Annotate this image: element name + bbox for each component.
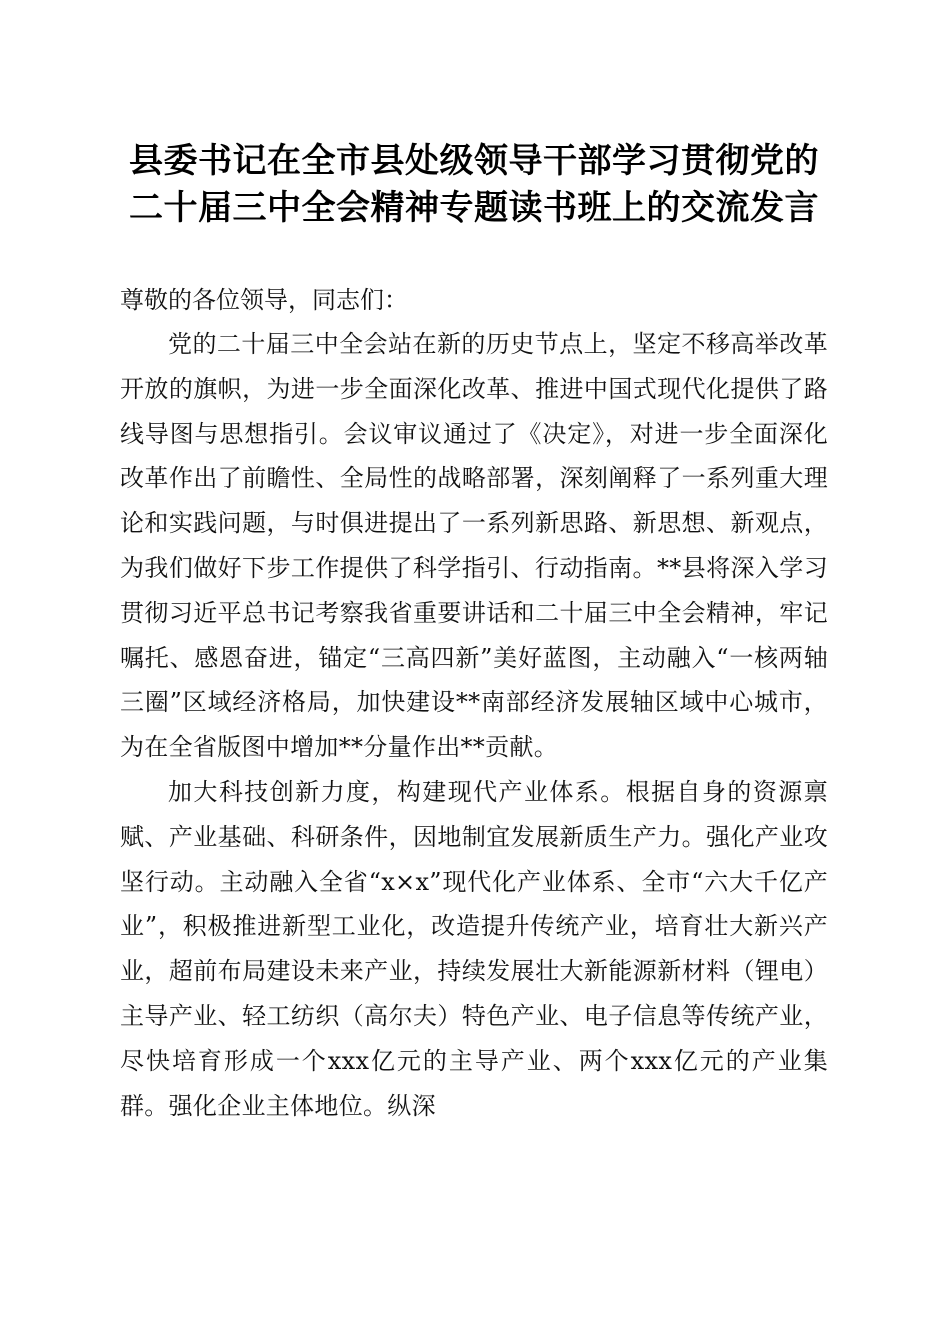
title-line-1: 县委书记在全市县处级领导干部学习贯彻党的 — [129, 141, 819, 181]
document-page — [120, 138, 828, 1128]
salutation: 尊敬的各位领导，同志们： — [120, 286, 408, 314]
document-title — [120, 138, 828, 232]
body-paragraph-1: 党的二十届三中全会站在新的历史节点上，坚定不移高举改革开放的旗帜，为进一步全面深化改革、推进中国式现代化提供了路线导图与思想指引。会议审议通过了《决定》，对进一步全面深化改革作出了前瞻性、全局性的战略部署，深刻阐释了一系列重大理论和实践问题，与时俱进提出了一系列新思路、新思想、新观点，为我们做好下步工作提供了科学指引、行动指南。**县将深入学习贯彻习近平总书记考察我省重要讲话和二十届三中全会精神，牢记嘱托、感恩奋进，锚定“三高四新”美好蓝图，主动融入“一核两轴三圈”区域经济格局，加快建设**南部经济发展轴区域中心城市，为在全省版图中增加**分量作出**贡献。 — [120, 330, 828, 762]
body-paragraph-2: 加大科技创新力度，构建现代产业体系。根据自身的资源禀赋、产业基础、科研条件，因地制宜发展新质生产力。强化产业攻坚行动。主动融入全省“x×x”现代化产业体系、全市“六大千亿产业”，积极推进新型工业化，改造提升传统产业，培育壮大新兴产业，超前布局建设未来产业，持续发展壮大新能源新材料（锂电）主导产业、轻工纺织（高尔夫）特色产业、电子信息等传统产业，尽快培育形成一个xxx亿元的主导产业、两个xxx亿元的产业集群。强化企业主体地位。纵深 — [120, 777, 828, 1120]
title-line-2: 二十届三中全会精神专题读书班上的交流发言 — [129, 188, 819, 228]
